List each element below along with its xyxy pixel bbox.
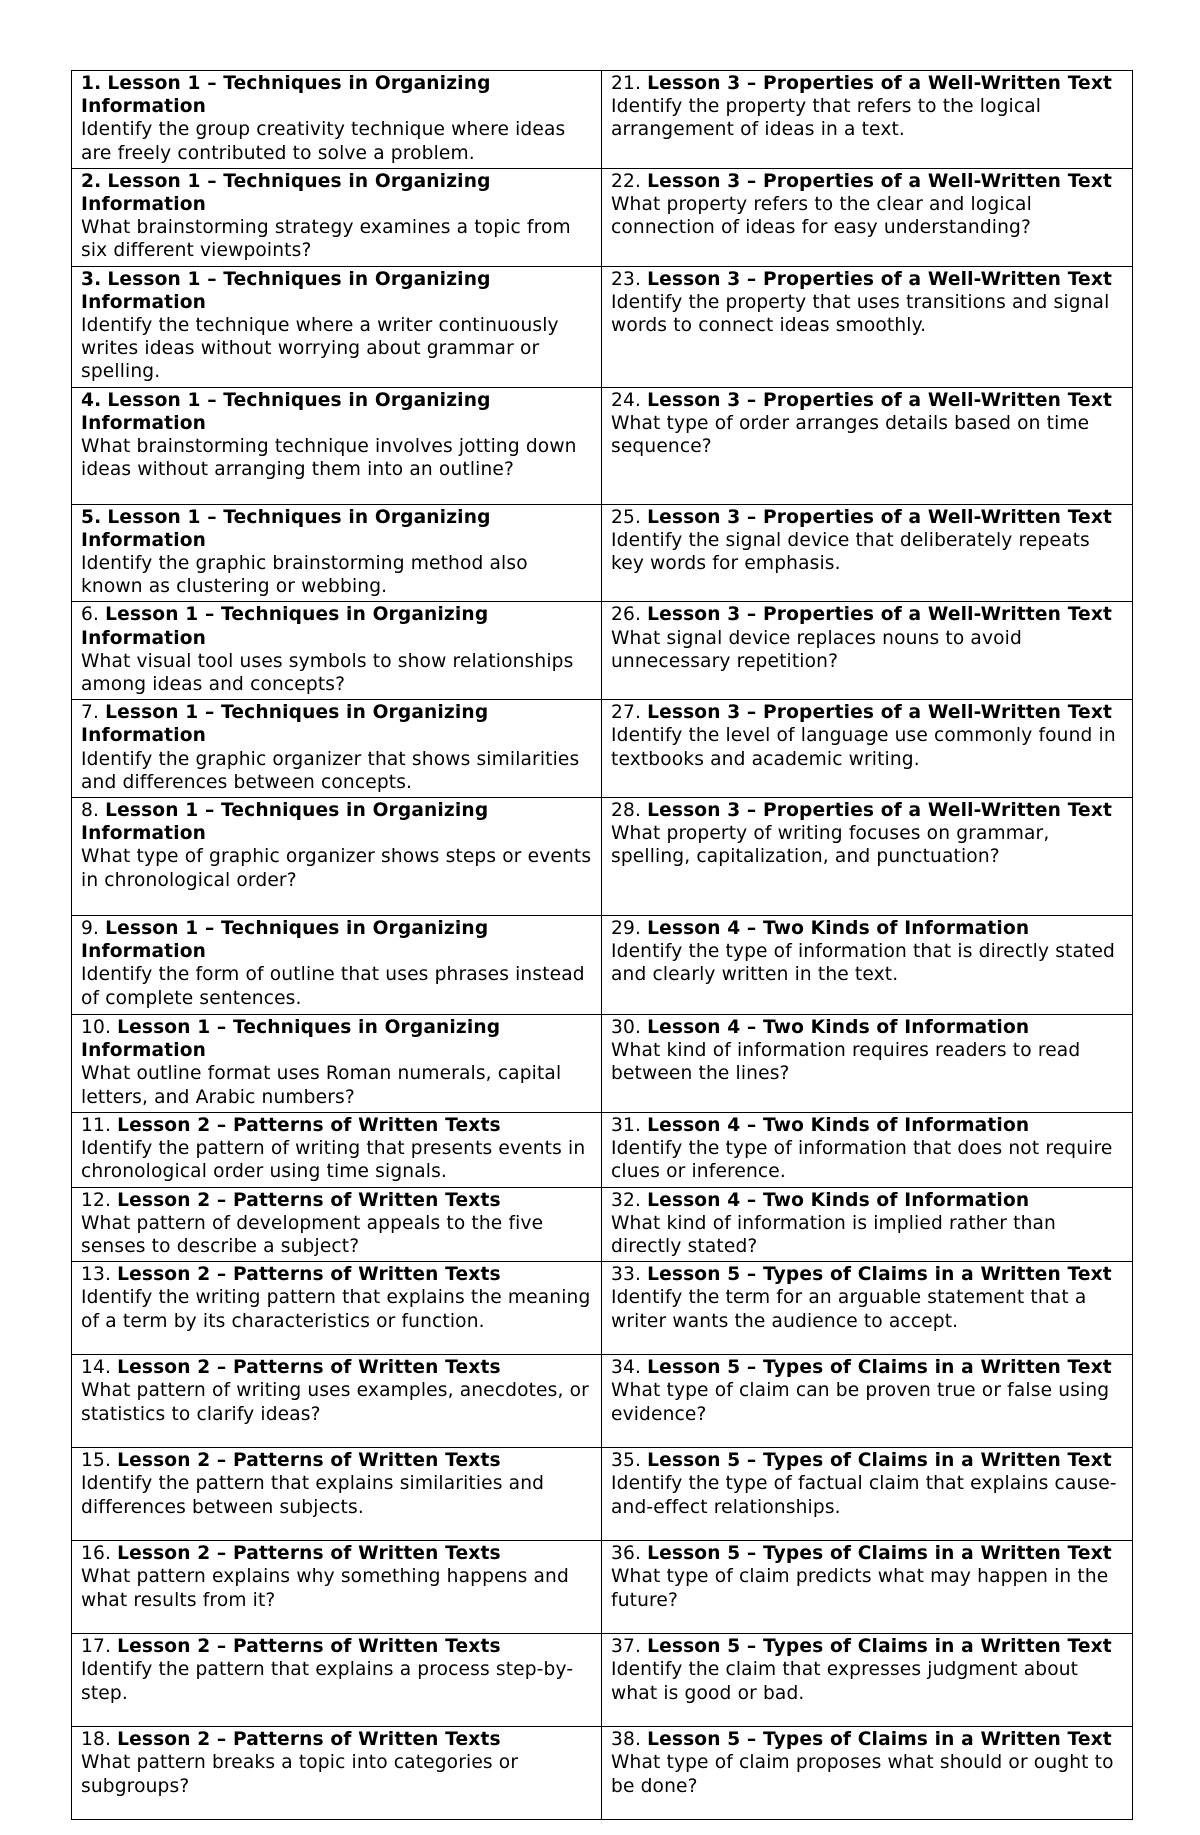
lesson-heading: Lesson 5 – Types of Claims in a Written Text (647, 1450, 1112, 1472)
question-text: Identify the property that uses transitions and signal words to connect ideas smoothly. (611, 291, 1110, 337)
question-text: What property refers to the clear and logical connection of ideas for easy understanding? (611, 194, 1032, 239)
question-number: 11. (81, 1114, 112, 1136)
question-number: 25. (611, 506, 642, 528)
question-cell (602, 1541, 1133, 1634)
question-cell (602, 1187, 1133, 1262)
lesson-heading: Lesson 5 – Types of Claims in a Written Text (647, 1264, 1112, 1286)
question-cell (72, 1262, 602, 1355)
question-number: 21. (611, 73, 642, 94)
question-table-body (72, 71, 1133, 1820)
table-row (72, 387, 1133, 504)
question-text: What visual tool uses symbols to show relationships among ideas and concepts? (81, 650, 574, 696)
question-text: What type of claim proposes what should or ought to be done? (611, 1752, 1114, 1797)
question-cell (72, 1015, 602, 1113)
question-text: Identify the form of outline that uses phrases instead of complete sentences. (81, 964, 585, 1009)
question-number: 24. (611, 389, 642, 411)
table-row (72, 798, 1133, 916)
question-cell (72, 1187, 602, 1262)
lesson-heading: Lesson 2 – Patterns of Written Texts (117, 1543, 501, 1565)
question-text: Identify the level of language use commonly found in textbooks and academic writing. (611, 725, 1116, 770)
lesson-heading: Lesson 2 – Patterns of Written Texts (117, 1729, 501, 1751)
question-text: Identify the graphic brainstorming method also known as clustering or webbing. (81, 553, 528, 598)
table-row (72, 1262, 1133, 1355)
question-cell (602, 71, 1133, 169)
question-cell (72, 1634, 602, 1727)
question-text: What pattern breaks a topic into categories or subgroups? (81, 1752, 519, 1797)
question-cell (602, 1355, 1133, 1448)
question-text: Identify the property that refers to the logical arrangement of ideas in a text. (611, 96, 1042, 141)
table-row (72, 700, 1133, 798)
question-number: 6. (81, 604, 100, 626)
lesson-heading: Lesson 4 – Two Kinds of Information (647, 1017, 1030, 1039)
question-text: Identify the type of information that is directly stated and clearly written in the text. (611, 941, 1116, 986)
table-row (72, 1015, 1133, 1113)
question-number: 26. (611, 604, 642, 626)
lesson-heading: Lesson 2 – Patterns of Written Texts (117, 1189, 501, 1211)
question-number: 23. (611, 268, 642, 290)
lesson-heading: Lesson 1 – Techniques in Organizing Information (81, 170, 491, 216)
question-number: 5. (81, 506, 102, 528)
question-text: Identify the pattern that explains similarities and differences between subjects. (81, 1473, 545, 1518)
lesson-heading: Lesson 3 – Properties of a Well-Written Text (647, 73, 1112, 94)
question-cell (602, 1448, 1133, 1541)
question-number: 14. (81, 1357, 112, 1379)
question-number: 30. (611, 1017, 642, 1039)
question-number: 12. (81, 1189, 112, 1211)
lesson-heading: Lesson 3 – Properties of a Well-Written Text (647, 268, 1112, 290)
question-number: 13. (81, 1264, 112, 1286)
lesson-heading: Lesson 1 – Techniques in Organizing Information (81, 506, 491, 551)
table-row (72, 1634, 1133, 1727)
question-cell (602, 1112, 1133, 1187)
question-text: What type of order arranges details based on time sequence? (611, 412, 1090, 458)
question-cell (602, 168, 1133, 266)
question-number: 18. (81, 1729, 112, 1751)
lesson-heading: Lesson 1 – Techniques in Organizing Information (81, 1017, 501, 1062)
question-cell (602, 1727, 1133, 1820)
lesson-heading: Lesson 3 – Properties of a Well-Written Text (647, 389, 1112, 411)
question-number: 36. (611, 1543, 642, 1565)
table-row (72, 1541, 1133, 1634)
question-text: Identify the group creativity technique where ideas are freely contributed to solve a problem. (81, 119, 566, 164)
lesson-heading: Lesson 1 – Techniques in Organizing Information (81, 389, 491, 434)
lesson-heading: Lesson 5 – Types of Claims in a Written Text (647, 1636, 1112, 1658)
lesson-heading: Lesson 3 – Properties of a Well-Written Text (647, 800, 1112, 822)
lesson-heading: Lesson 1 – Techniques in Organizing Information (81, 268, 491, 313)
table-row (72, 266, 1133, 387)
question-cell (72, 504, 602, 602)
question-text: Identify the graphic organizer that shows similarities and differences between concepts. (81, 748, 580, 793)
lesson-heading: Lesson 2 – Patterns of Written Texts (117, 1636, 501, 1658)
question-text: What type of graphic organizer shows steps or events in chronological order? (81, 846, 592, 891)
question-cell (72, 1112, 602, 1187)
question-text: What pattern explains why something happens and what results from it? (81, 1566, 569, 1611)
question-number: 27. (611, 702, 642, 724)
question-text: Identify the term for an arguable statement that a writer wants the audience to accept. (611, 1287, 1087, 1332)
question-cell (602, 916, 1133, 1015)
question-text: What kind of information is implied rather than directly stated? (611, 1212, 1056, 1257)
question-number: 1. (81, 73, 102, 94)
question-number: 15. (81, 1450, 112, 1472)
lesson-heading: Lesson 3 – Properties of a Well-Written Text (647, 170, 1112, 192)
table-row (72, 916, 1133, 1015)
question-text: What property of writing focuses on grammar, spelling, capitalization, and punctuation? (611, 823, 1050, 868)
question-number: 2. (81, 170, 102, 192)
question-number: 9. (81, 918, 100, 940)
question-text: Identify the pattern of writing that presents events in chronological order using time signals. (81, 1138, 586, 1183)
lesson-heading: Lesson 4 – Two Kinds of Information (647, 1189, 1030, 1211)
question-cell (72, 1448, 602, 1541)
question-cell (602, 266, 1133, 387)
question-number: 10. (81, 1017, 112, 1039)
table-row (72, 1112, 1133, 1187)
question-cell (72, 916, 602, 1015)
question-number: 28. (611, 800, 642, 822)
question-text: What type of claim can be proven true or false using evidence? (611, 1380, 1110, 1425)
question-cell (602, 1262, 1133, 1355)
question-text: What brainstorming technique involves jotting down ideas without arranging them into an outline? (81, 436, 577, 481)
lesson-heading: Lesson 2 – Patterns of Written Texts (117, 1450, 501, 1472)
question-number: 37. (611, 1636, 642, 1658)
lesson-heading: Lesson 2 – Patterns of Written Texts (117, 1264, 501, 1286)
question-cell (602, 700, 1133, 798)
lesson-heading: Lesson 3 – Properties of a Well-Written Text (647, 702, 1112, 724)
question-number: 33. (611, 1264, 642, 1286)
question-number: 16. (81, 1543, 112, 1565)
question-cell (602, 387, 1133, 504)
question-cell (72, 387, 602, 504)
table-row (72, 1727, 1133, 1820)
question-number: 7. (81, 702, 100, 724)
lesson-heading: Lesson 2 – Patterns of Written Texts (117, 1114, 501, 1136)
lesson-heading: Lesson 1 – Techniques in Organizing Information (81, 918, 489, 963)
question-number: 22. (611, 170, 642, 192)
lesson-heading: Lesson 5 – Types of Claims in a Written Text (647, 1357, 1112, 1379)
question-text: Identify the signal device that deliberately repeats key words for emphasis. (611, 529, 1090, 575)
question-text: Identify the type of information that does not require clues or inference. (611, 1138, 1113, 1183)
question-text: What pattern of development appeals to the five senses to describe a subject? (81, 1212, 544, 1257)
lesson-heading: Lesson 1 – Techniques in Organizing Information (81, 73, 491, 118)
question-text: Identify the type of factual claim that explains cause-and-effect relationships. (611, 1473, 1117, 1518)
question-cell (72, 266, 602, 387)
lesson-heading: Lesson 1 – Techniques in Organizing Information (81, 800, 489, 845)
question-number: 17. (81, 1636, 112, 1658)
question-cell (602, 798, 1133, 916)
question-cell (602, 1015, 1133, 1113)
question-text: What brainstorming strategy examines a topic from six different viewpoints? (81, 217, 571, 262)
lesson-heading: Lesson 1 – Techniques in Organizing Information (81, 604, 489, 649)
question-text: Identify the technique where a writer continuously writes ideas without worrying about grammar or spelling. (81, 315, 559, 383)
table-row (72, 1187, 1133, 1262)
question-text: Identify the pattern that explains a process step-by-step. (81, 1659, 574, 1704)
table-row (72, 168, 1133, 266)
question-number: 35. (611, 1450, 642, 1472)
question-cell (72, 1727, 602, 1820)
question-text: What pattern of writing uses examples, anecdotes, or statistics to clarify ideas? (81, 1380, 589, 1425)
question-cell (72, 700, 602, 798)
question-number: 32. (611, 1189, 642, 1211)
lesson-heading: Lesson 3 – Properties of a Well-Written Text (647, 604, 1112, 626)
question-number: 3. (81, 268, 102, 290)
question-number: 34. (611, 1357, 642, 1379)
question-text: What outline format uses Roman numerals, capital letters, and Arabic numbers? (81, 1063, 562, 1108)
lesson-heading: Lesson 5 – Types of Claims in a Written Text (647, 1729, 1112, 1751)
lesson-heading: Lesson 4 – Two Kinds of Information (647, 918, 1030, 940)
question-number: 38. (611, 1729, 642, 1751)
lesson-heading: Lesson 1 – Techniques in Organizing Information (81, 702, 489, 747)
table-row (72, 504, 1133, 602)
question-cell (602, 504, 1133, 602)
question-text: What signal device replaces nouns to avoid unnecessary repetition? (611, 627, 1022, 672)
question-number: 31. (611, 1114, 642, 1136)
question-table (71, 70, 1133, 1820)
question-text: Identify the claim that expresses judgment about what is good or bad. (611, 1659, 1079, 1704)
table-row (72, 71, 1133, 169)
lesson-heading: Lesson 5 – Types of Claims in a Written Text (647, 1543, 1112, 1565)
question-number: 29. (611, 918, 642, 940)
question-cell (72, 1355, 602, 1448)
question-cell (72, 71, 602, 169)
question-text: What type of claim predicts what may happen in the future? (611, 1566, 1109, 1611)
question-text: What kind of information requires readers to read between the lines? (611, 1040, 1081, 1085)
question-cell (72, 168, 602, 266)
question-number: 8. (81, 800, 100, 822)
question-cell (602, 602, 1133, 700)
table-row (72, 1355, 1133, 1448)
lesson-heading: Lesson 3 – Properties of a Well-Written Text (647, 506, 1112, 528)
question-cell (602, 1634, 1133, 1727)
question-cell (72, 1541, 602, 1634)
lesson-heading: Lesson 2 – Patterns of Written Texts (117, 1357, 501, 1379)
question-text: Identify the writing pattern that explains the meaning of a term by its characteristics or function. (81, 1287, 591, 1332)
lesson-heading: Lesson 4 – Two Kinds of Information (647, 1114, 1030, 1136)
question-cell (72, 798, 602, 916)
table-row (72, 1448, 1133, 1541)
table-row (72, 602, 1133, 700)
question-number: 4. (81, 389, 102, 411)
question-cell (72, 602, 602, 700)
